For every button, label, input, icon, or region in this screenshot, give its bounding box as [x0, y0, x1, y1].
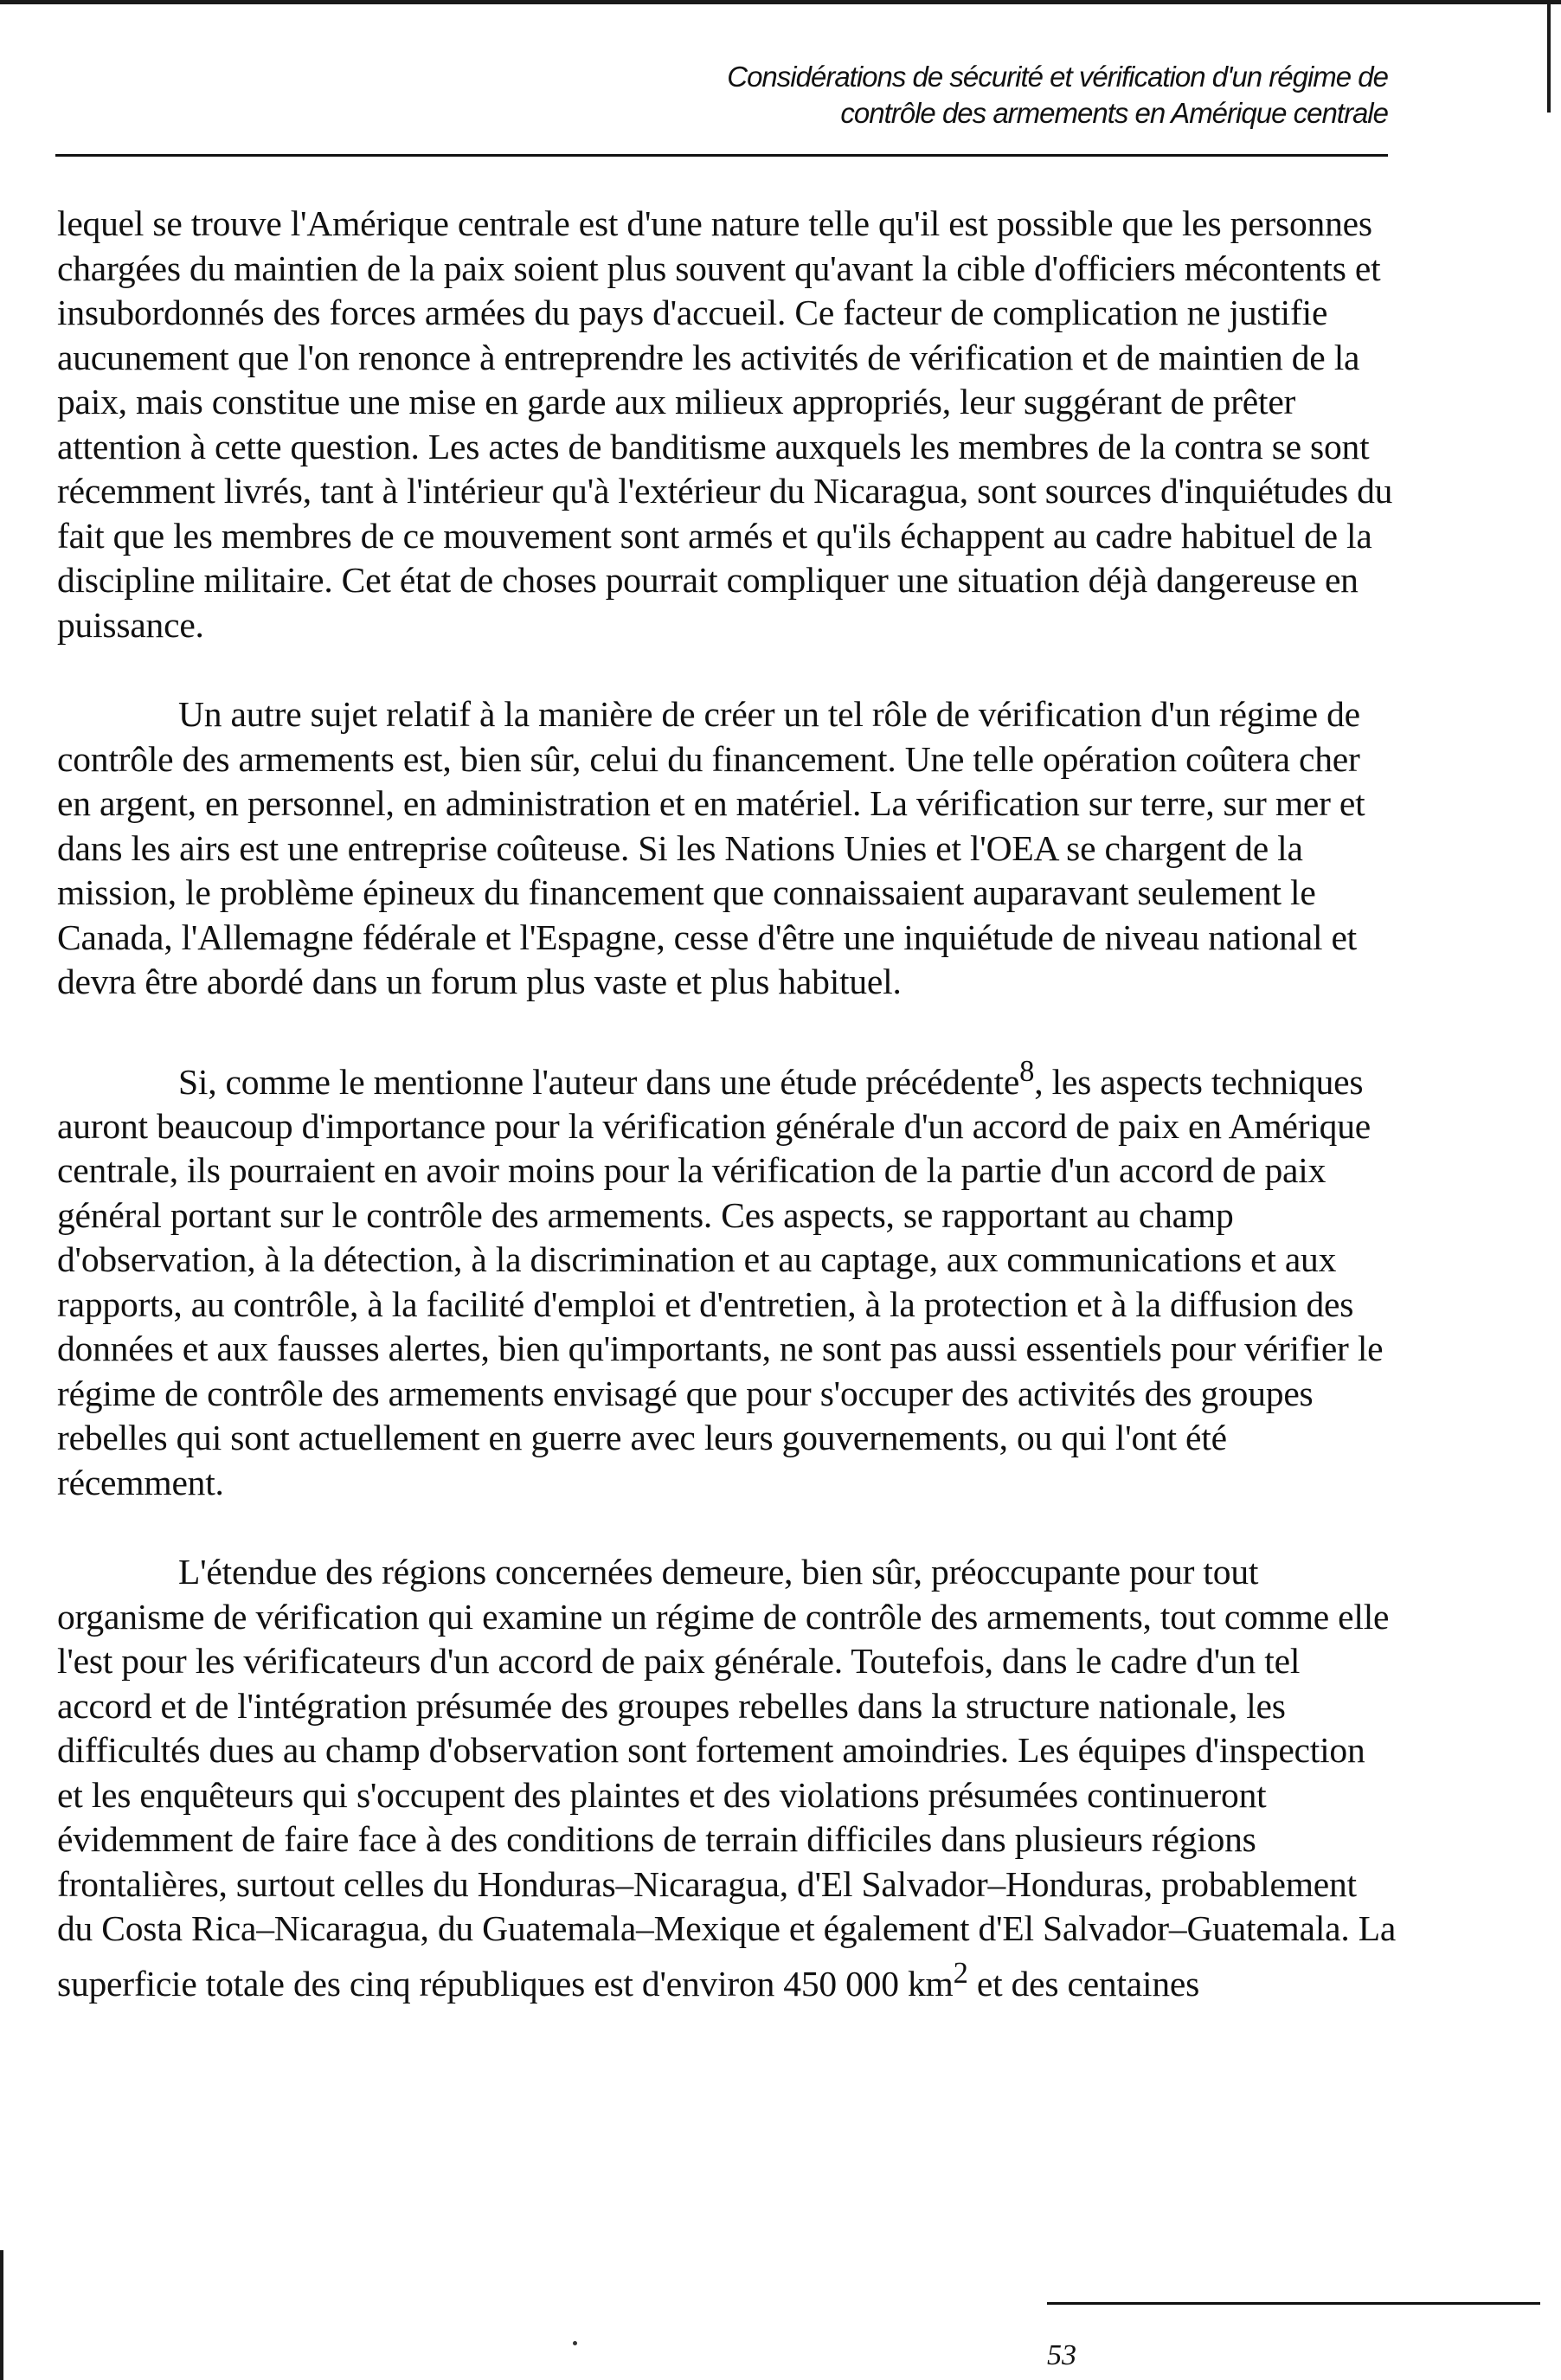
scan-edge-left [0, 2250, 3, 2380]
running-header-line-1: Considérations de sécurité et vérification d'un régime de [727, 61, 1388, 93]
superscript-exponent: 2 [953, 1956, 968, 1990]
paragraph-3-text-after: , les aspects techniques auront beaucoup d'importance pour la vérification générale d'un accord de paix en Amérique centrale, ils pourraient en avoir moins pour la vérification de la partie d'un accord de paix général portant sur le contrôle des armements. Ces aspects, se rapportant au champ d'observation, à la détection, à la discrimination et au captage, aux communications et aux rapports, au contrôle, à la facilité d'emploi et d'entretien, à la protection et à la diffusion des données et aux fausses alertes, bien qu'importants, ne sont pas aussi essentiels pour vérifier le régime de contrôle des armements envisagé que pour s'occuper des activités des groupes rebelles qui sont actuellement en guerre avec leurs gouvernements, ou qui l'ont été récemment. [57, 1061, 1384, 1502]
paragraph-4-text-before: L'étendue des régions concernées demeure, bien sûr, préoccupante pour tout organisme de vérification qui examine un régime de contrôle des armements, tout comme elle l'est pour les vérificateurs d'un accord de paix générale. Toutefois, dans le cadre d'un tel accord et de l'intégration présumée des groupes rebelles dans la structure nationale, les difficultés dues au champ d'observation sont fortement amoindries. Les équipes d'inspection et les enquêteurs qui s'occupent des plaintes et des violations présumées continueront évidemment de faire face à des conditions de terrain difficiles dans plusieurs régions frontalières, surtout celles du Honduras–Nicaragua, d'El Salvador–Honduras, probablement du Costa Rica–Nicaragua, du Guatemala–Mexique et également d'El Salvador–Guatemala. La superficie totale des cinq républiques est d'environ 450 000 km [57, 1552, 1397, 2004]
footnote-marker: 8 [1019, 1054, 1035, 1088]
running-header-line-2: contrôle des armements en Amérique centrale [840, 97, 1388, 129]
paragraph-1: lequel se trouve l'Amérique centrale est d'une nature telle qu'il est possible que les personnes chargées du maintien de la paix soient plus souvent qu'avant la cible d'officiers mécontents et insubordonnés des forces armées du pays d'accueil. Ce facteur de complication ne justifie aucunement que l'on renonce à entreprendre les activités de vérification et de maintien de la paix, mais constitue une mise en garde aux milieux appropriés, leur suggérant de prêter attention à cette question. Les actes de banditisme auxquels les membres de la contra se sont récemment livrés, tant à l'intérieur qu'à l'extérieur du Nicaragua, sont sources d'inquiétudes du fait que les membres de ce mouvement sont armés et qu'ils échappent au cadre habituel de la discipline militaire. Cet état de choses pourrait compliquer une situation déjà dangereuse en puissance. [57, 203, 1393, 645]
scan-edge-top [0, 0, 1561, 4]
scan-speck [573, 2341, 577, 2345]
paragraph-3-text-before: Si, comme le mentionne l'auteur dans une étude précédente [178, 1061, 1020, 1102]
scan-edge-right [1547, 0, 1551, 113]
header-rule [55, 154, 1388, 157]
running-header [523, 59, 1388, 132]
paragraph-2: Un autre sujet relatif à la manière de créer un tel rôle de vérification d'un régime de contrôle des armements est, bien sûr, celui du financement. Une telle opération coûtera cher en argent, en personnel, en administration et en matériel. La vérification sur terre, sur mer et dans les airs est une entreprise coûteuse. Si les Nations Unies et l'OEA se chargent de la mission, le problème épineux du financement que connaissaient auparavant seulement le Canada, l'Allemagne fédérale et l'Espagne, cesse d'être une inquiétude de niveau national et devra être abordé dans un forum plus vaste et plus habituel. [57, 694, 1365, 1001]
paragraph-3 [57, 1050, 1397, 1506]
footer-rule [1047, 2302, 1540, 2305]
page-number: 53 [1047, 2339, 1076, 2371]
paragraph-4 [57, 1550, 1397, 2006]
body-text [57, 202, 1397, 2051]
paragraph-4-text-after: et des centaines [967, 1963, 1200, 2004]
